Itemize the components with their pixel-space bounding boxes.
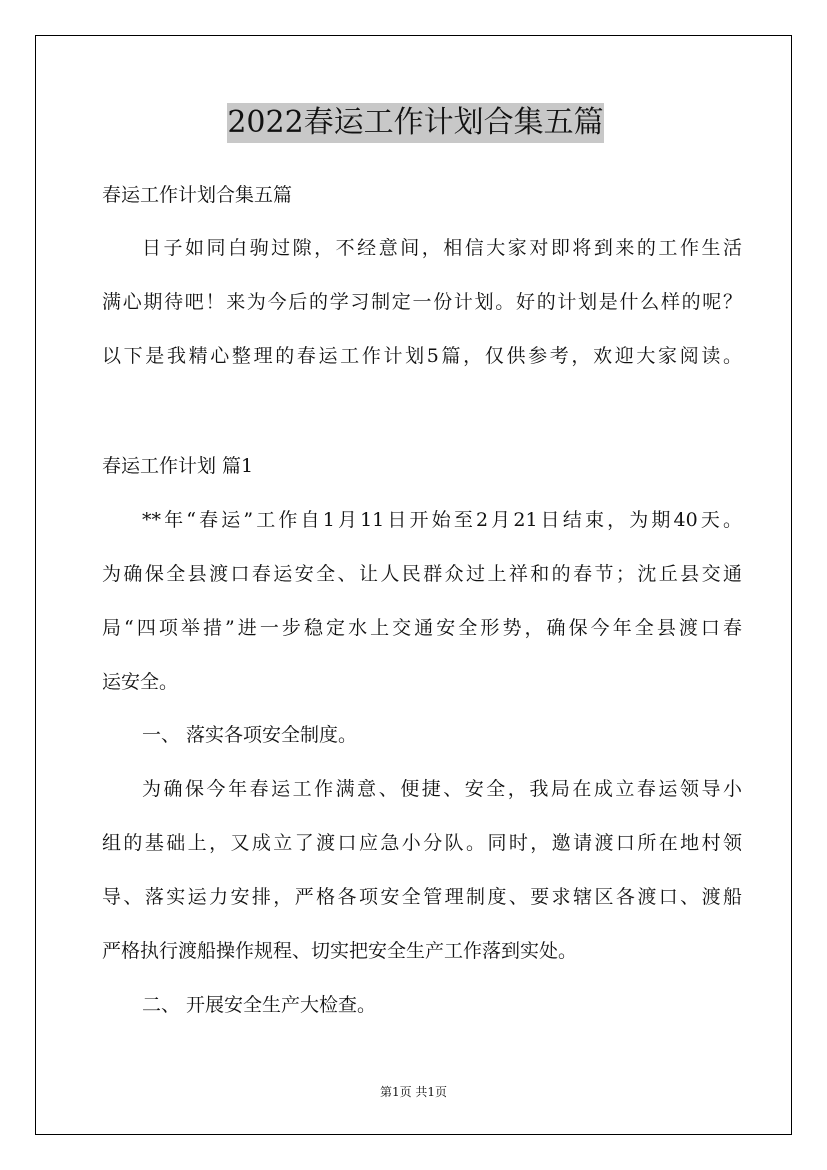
paragraph-line: **年“春运”工作自1月11日开始至2月21日结束，为期40天。 [142,509,742,531]
document-title: 2022春运工作计划合集五篇 [227,103,604,143]
paragraph-line: 导、落实运力安排，严格各项安全管理制度、要求辖区各渡口、渡船 [102,886,742,908]
paragraph-line: 满心期待吧！来为今后的学习制定一份计划。好的计划是什么样的呢？ [102,291,742,313]
paragraph-line: 为确保全县渡口春运安全、让人民群众过上祥和的春节；沈丘县交通 [102,563,742,585]
section-heading: 春运工作计划 篇1 [102,455,254,477]
paragraph-line: 严格执行渡船操作规程、切实把安全生产工作落到实处。 [102,940,578,962]
paragraph-line: 局“四项举措”进一步稳定水上交通安全形势，确保今年全县渡口春 [102,617,742,639]
list-heading: 一、 落实各项安全制度。 [142,724,358,746]
subtitle-line: 春运工作计划合集五篇 [102,184,293,206]
page-number: 第1页 共1页 [379,1085,448,1099]
paragraph-line: 为确保今年春运工作满意、便捷、安全，我局在成立春运领导小 [142,778,742,800]
paragraph-line: 运安全。 [102,671,179,693]
paragraph-line: 日子如同白驹过隙，不经意间，相信大家对即将到来的工作生活 [142,237,742,259]
list-heading: 二、 开展安全生产大检查。 [142,994,377,1016]
paragraph-line: 以下是我精心整理的春运工作计划5篇，仅供参考，欢迎大家阅读。 [102,345,742,367]
paragraph-line: 组的基础上，又成立了渡口应急小分队。同时，邀请渡口所在地村领 [102,832,742,854]
